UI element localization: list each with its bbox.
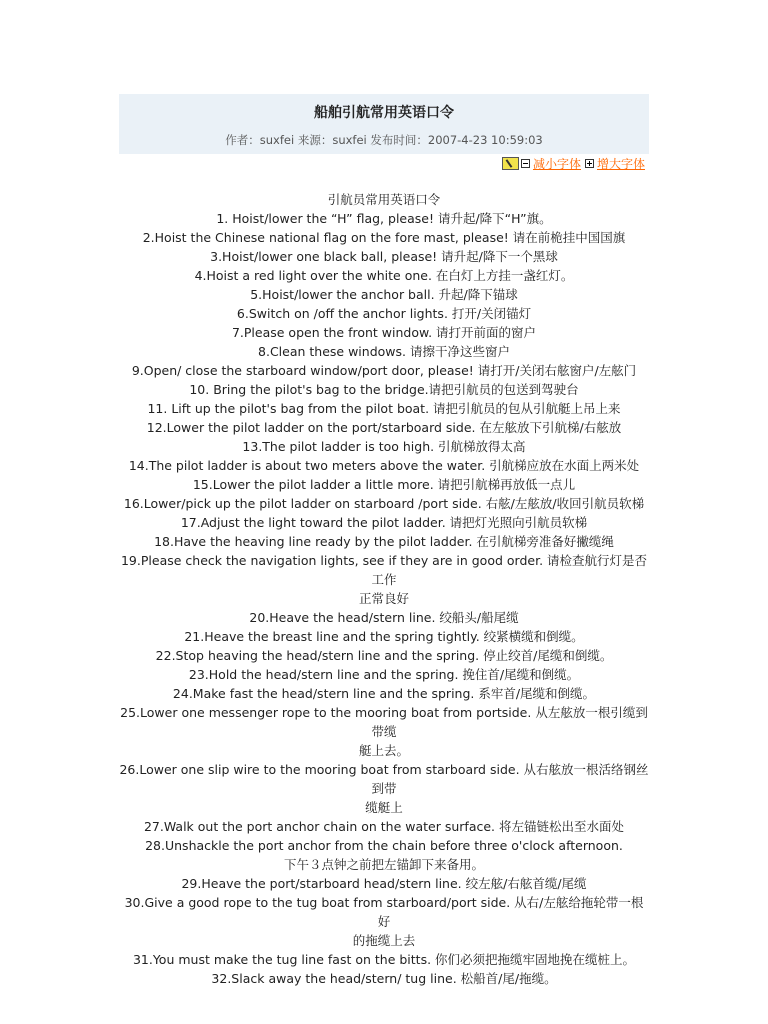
edit-icon[interactable] [502,157,519,170]
body-line: 10. Bring the pilot's bag to the bridge.请把引航员的包送到驾驶台 [189,382,579,397]
body-line: 11. Lift up the pilot's bag from the pilot boat. 请把引航员的包从引航艇上吊上来 [147,401,621,416]
body-line: 23.Hold the head/stern line and the spring. 挽住首/尾缆和倒缆。 [188,667,580,682]
plus-icon[interactable] [585,159,594,168]
body-line: 19.Please check the navigation lights, see if they are in good order. 请检查航行灯是否工作 [120,553,648,587]
body-line: 18.Have the heaving line ready by the pilot ladder. 在引航梯旁准备好撇缆绳 [154,534,614,549]
body-line: 20.Heave the head/stern line. 绞船头/船尾缆 [249,610,519,625]
body-heading: 引航员常用英语口令 [327,192,441,207]
body-line: 12.Lower the pilot ladder on the port/starboard side. 在左舷放下引航梯/右舷放 [146,420,622,435]
body-line: 31.You must make the tug line fast on the bitts. 你们必须把拖缆牢固地挽在缆桩上。 [132,952,636,967]
minus-icon[interactable] [521,159,530,168]
body-line: 4.Hoist a red light over the white one. 在白灯上方挂一盏红灯。 [194,268,574,283]
body-line: 6.Switch on /off the anchor lights. 打开/关闭锚灯 [236,306,532,321]
font-size-toolbar [502,155,649,171]
body-line: 25.Lower one messenger rope to the mooring boat from portside. 从左舷放一根引缆到带缆 [120,705,648,739]
body-line: 艇上去。 [358,743,409,758]
body-line: 2.Hoist the Chinese national flag on the fore mast, please! 请在前桅挂中国国旗 [142,230,626,245]
body-line: 24.Make fast the head/stern line and the spring. 系牢首/尾缆和倒缆。 [172,686,596,701]
body-line: 3.Hoist/lower one black ball, please! 请升起/降下一个黑球 [210,249,558,264]
decrease-font-link[interactable]: 减小字体 [532,156,581,171]
body-line: 9.Open/ close the starboard window/port door, please! 请打开/关闭右舷窗户/左舷门 [131,363,637,378]
body-line: 5.Hoist/lower the anchor ball. 升起/降下锚球 [250,287,518,302]
increase-font-link[interactable]: 增大字体 [596,156,645,171]
body-line: 21.Heave the breast line and the spring tightly. 绞紧横缆和倒缆。 [184,629,584,644]
body-line: 下午３点钟之前把左锚卸下来备用。 [283,857,484,872]
body-line: 30.Give a good rope to the tug boat from starboard/port side. 从右/左舷给拖轮带一根好 [124,895,644,929]
body-line: 26.Lower one slip wire to the mooring boat from starboard side. 从右舷放一根活络钢丝到带 [119,762,649,796]
body-line: 13.The pilot ladder is too high. 引航梯放得太高 [242,439,526,454]
body-line: 的拖缆上去 [352,933,416,948]
article-meta: 作者：suxfei 来源：suxfei 发布时间：2007-4-23 10:59:03 [225,133,543,147]
body-line: 27.Walk out the port anchor chain on the water surface. 将左锚链松出至水面处 [143,819,625,834]
body-line: 8.Clean these windows. 请擦干净这些窗户 [258,344,510,359]
body-line: 正常良好 [358,591,409,606]
article-body [119,190,649,988]
body-line: 15.Lower the pilot ladder a little more. 请把引航梯再放低一点儿 [192,477,576,492]
body-line: 缆艇上 [365,800,403,815]
body-line: 1. Hoist/lower the “H” flag, please! 请升起/降下“H”旗。 [216,211,552,226]
body-line: 16.Lower/pick up the pilot ladder on starboard /port side. 右舷/左舷放/收回引航员软梯 [123,496,645,511]
body-line: 32.Slack away the head/stern/ tug line. 松船首/尾/拖缆。 [211,971,557,986]
body-line: 28.Unshackle the port anchor from the chain before three o'clock afternoon. [145,838,623,853]
body-line: 29.Heave the port/starboard head/stern line. 绞左舷/右舷首缆/尾缆 [181,876,587,891]
article-header [119,94,649,154]
body-line: 17.Adjust the light toward the pilot ladder. 请把灯光照向引航员软梯 [180,515,588,530]
body-line: 22.Stop heaving the head/stern line and the spring. 停止绞首/尾缆和倒缆。 [155,648,613,663]
article-title: 船舶引航常用英语口令 [314,105,454,121]
body-line: 7.Please open the front window. 请打开前面的窗户 [231,325,537,340]
body-line: 14.The pilot ladder is about two meters above the water. 引航梯应放在水面上两米处 [128,458,640,473]
